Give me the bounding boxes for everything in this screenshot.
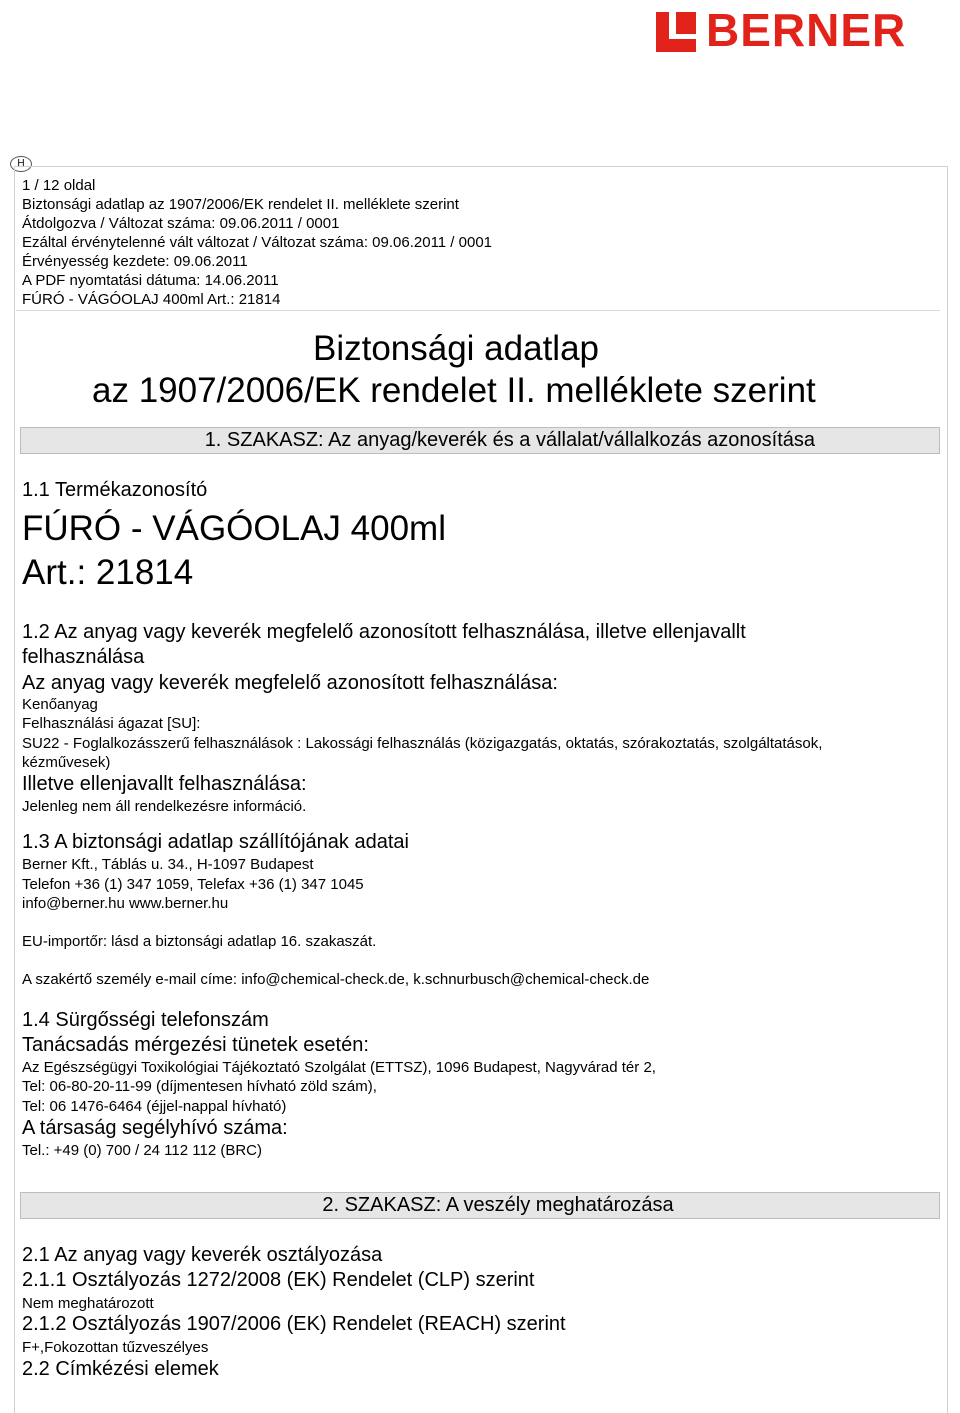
section-2-header: 2. SZAKASZ: A veszély meghatározása — [20, 1192, 940, 1219]
company-emergency-tel: Tel.: +49 (0) 700 / 24 112 112 (BRC) — [22, 1142, 262, 1159]
s1-2-heading-cont: felhasználása — [22, 646, 145, 668]
meta-regulation: Biztonsági adatlap az 1907/2006/EK rendelet II. melléklete szerint — [22, 196, 459, 213]
clp-classification: Nem meghatározott — [22, 1295, 154, 1312]
s1-2-subheading: Az anyag vagy keverék megfelelő azonosított felhasználása: — [22, 672, 558, 694]
meta-valid-from: Érvényesség kezdete: 09.06.2011 — [22, 253, 248, 270]
language-badge: H — [10, 156, 32, 172]
document-subtitle: az 1907/2006/EK rendelet II. melléklete szerint — [92, 371, 816, 410]
product-article: Art.: 21814 — [22, 553, 194, 592]
section-1-header: 1. SZAKASZ: Az anyag/keverék és a vállalat/vállalkozás azonosítása — [20, 427, 940, 454]
sector-label: Felhasználási ágazat [SU]: — [22, 715, 201, 732]
eu-importer: EU-importőr: lásd a biztonsági adatlap 16. szakaszát. — [22, 933, 377, 950]
berner-logo-text: BERNER — [706, 4, 907, 56]
meta-replaces: Ezáltal érvénytelenné vált változat / Változat száma: 09.06.2011 / 0001 — [22, 234, 493, 251]
page-number: 1 / 12 oldal — [22, 177, 96, 194]
sector-text-cont: kézművesek) — [22, 754, 111, 771]
s2-1-heading: 2.1 Az anyag vagy keverék osztályozása — [22, 1244, 383, 1266]
s2-1-1-heading: 2.1.1 Osztályozás 1272/2008 (EK) Rendelet (CLP) szerint — [22, 1269, 535, 1291]
company-emergency-heading: A társaság segélyhívó száma: — [22, 1117, 288, 1139]
document-title: Biztonsági adatlap — [312, 329, 600, 368]
product-name: FÚRÓ - VÁGÓOLAJ 400ml — [22, 509, 446, 548]
s1-3-heading: 1.3 A biztonsági adatlap szállítójának adatai — [22, 831, 409, 853]
s1-4-heading: 1.4 Sürgősségi telefonszám — [22, 1009, 269, 1031]
berner-logo-mark-icon — [656, 8, 700, 52]
contraindicated-text: Jelenleg nem áll rendelkezésre információ. — [22, 798, 307, 815]
poison-heading: Tanácsadás mérgezési tünetek esetén: — [22, 1034, 369, 1056]
expert-email: A szakértő személy e-mail címe: info@chemical-check.de, k.schnurbusch@chemical-check.de — [22, 971, 650, 988]
supplier-address: Berner Kft., Táblás u. 34., H-1097 Budapest — [22, 856, 314, 873]
berner-logo — [656, 4, 906, 56]
document-meta — [22, 176, 492, 309]
sector-text: SU22 - Foglalkozásszerű felhasználások : Lakossági felhasználás (közigazgatás, oktatás, szórakoztatás, szolgáltatások, — [22, 735, 823, 752]
s1-2-heading: 1.2 Az anyag vagy keverék megfelelő azonosított felhasználása, illetve ellenjavallt — [22, 621, 746, 643]
s2-1-2-heading: 2.1.2 Osztályozás 1907/2006 (EK) Rendelet (REACH) szerint — [22, 1313, 566, 1335]
intended-use: Kenőanyag — [22, 696, 98, 713]
poison-tel-24h: Tel: 06 1476-6464 (éjjel-nappal hívható) — [22, 1098, 287, 1115]
poison-service: Az Egészségügyi Toxikológiai Tájékoztató Szolgálat (ETTSZ), 1096 Budapest, Nagyvárad tér 2, — [22, 1059, 656, 1076]
s1-1-heading: 1.1 Termékazonosító — [22, 479, 208, 501]
meta-product: FÚRÓ - VÁGÓOLAJ 400ml Art.: 21814 — [22, 291, 281, 308]
supplier-web: info@berner.hu www.berner.hu — [22, 895, 229, 912]
supplier-phone: Telefon +36 (1) 347 1059, Telefax +36 (1) 347 1045 — [22, 876, 364, 893]
contraindicated-heading: Illetve ellenjavallt felhasználása: — [22, 773, 307, 795]
s2-2-heading: 2.2 Címkézési elemek — [22, 1358, 219, 1380]
reach-classification: F+,Fokozottan tűzveszélyes — [22, 1339, 209, 1356]
meta-divider — [16, 310, 940, 311]
meta-revision: Átdolgozva / Változat száma: 09.06.2011 / 0001 — [22, 215, 340, 232]
meta-pdf-date: A PDF nyomtatási dátuma: 14.06.2011 — [22, 272, 279, 289]
poison-tel-free: Tel: 06-80-20-11-99 (díjmentesen hívható zöld szám), — [22, 1078, 377, 1095]
